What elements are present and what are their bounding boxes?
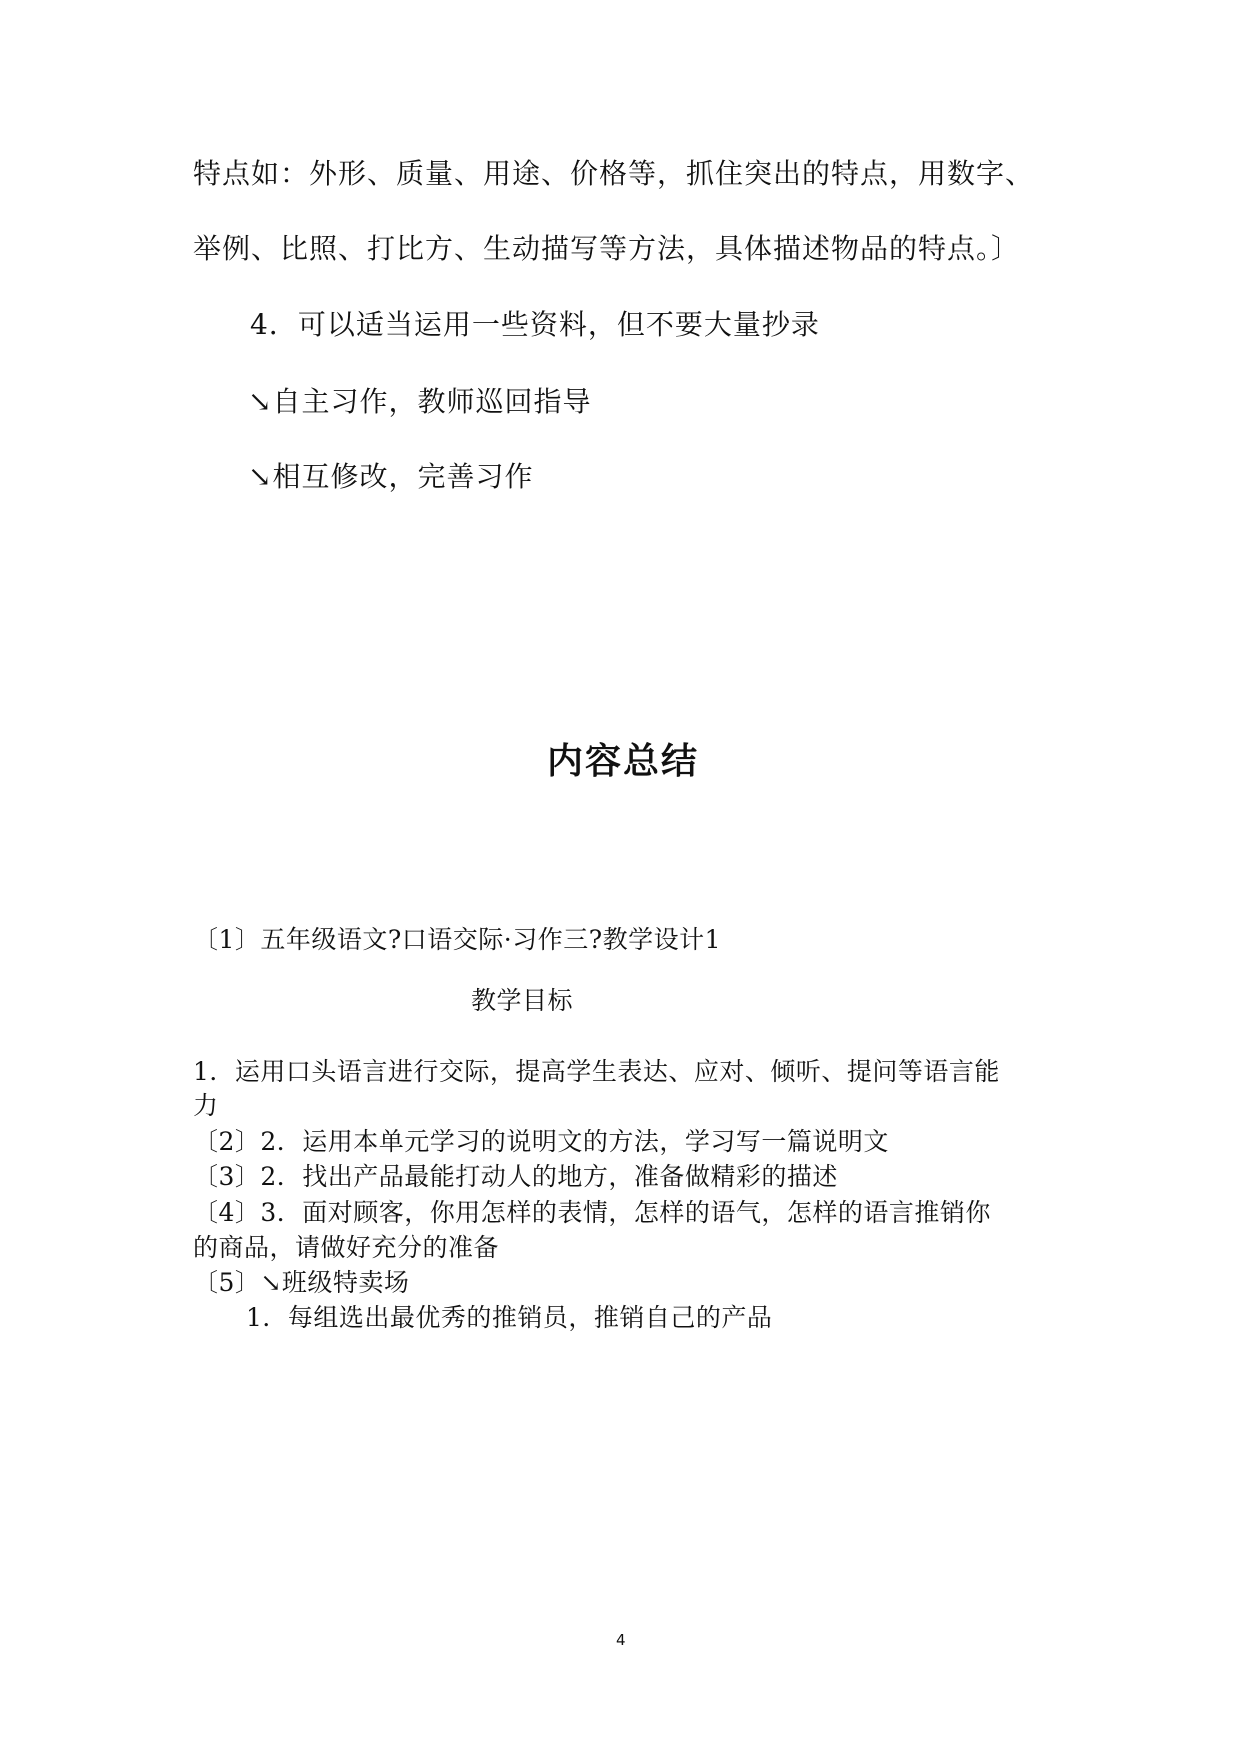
summary-line: 〔2〕2．运用本单元学习的说明文的方法，学习写一篇说明文 bbox=[193, 1127, 889, 1156]
summary-line: 〔4〕3．面对顾客，你用怎样的表情，怎样的语气，怎样的语言推销你 bbox=[193, 1198, 991, 1227]
step-item: ↘相互修改，完善习作 bbox=[248, 460, 534, 493]
summary-line: 的商品，请做好充分的准备 bbox=[193, 1233, 500, 1262]
paragraph-line: 举例、比照、打比方、生动描写等方法，具体描述物品的特点。〕 bbox=[193, 232, 1021, 265]
summary-subheading: 教学目标 bbox=[471, 986, 574, 1015]
summary-line: 1．运用口头语言进行交际，提高学生表达、应对、倾听、提问等语言能 bbox=[193, 1057, 1000, 1086]
list-item: 4．可以适当运用一些资料，但不要大量抄录 bbox=[250, 308, 820, 341]
section-heading: 内容总结 bbox=[547, 741, 700, 782]
summary-line: 1．每组选出最优秀的推销员，推销自己的产品 bbox=[246, 1303, 773, 1332]
paragraph-line: 特点如：外形、质量、用途、价格等，抓住突出的特点，用数字、 bbox=[193, 157, 1035, 190]
summary-line: 〔5〕↘班级特卖场 bbox=[193, 1268, 410, 1297]
summary-line: 力 bbox=[193, 1091, 219, 1120]
summary-line: 〔1〕五年级语文?口语交际·习作三?教学设计1 bbox=[193, 925, 722, 954]
step-item: ↘自主习作，教师巡回指导 bbox=[248, 385, 592, 418]
page-number: 4 bbox=[616, 1631, 626, 1649]
summary-line: 〔3〕2．找出产品最能打动人的地方，准备做精彩的描述 bbox=[193, 1162, 838, 1191]
